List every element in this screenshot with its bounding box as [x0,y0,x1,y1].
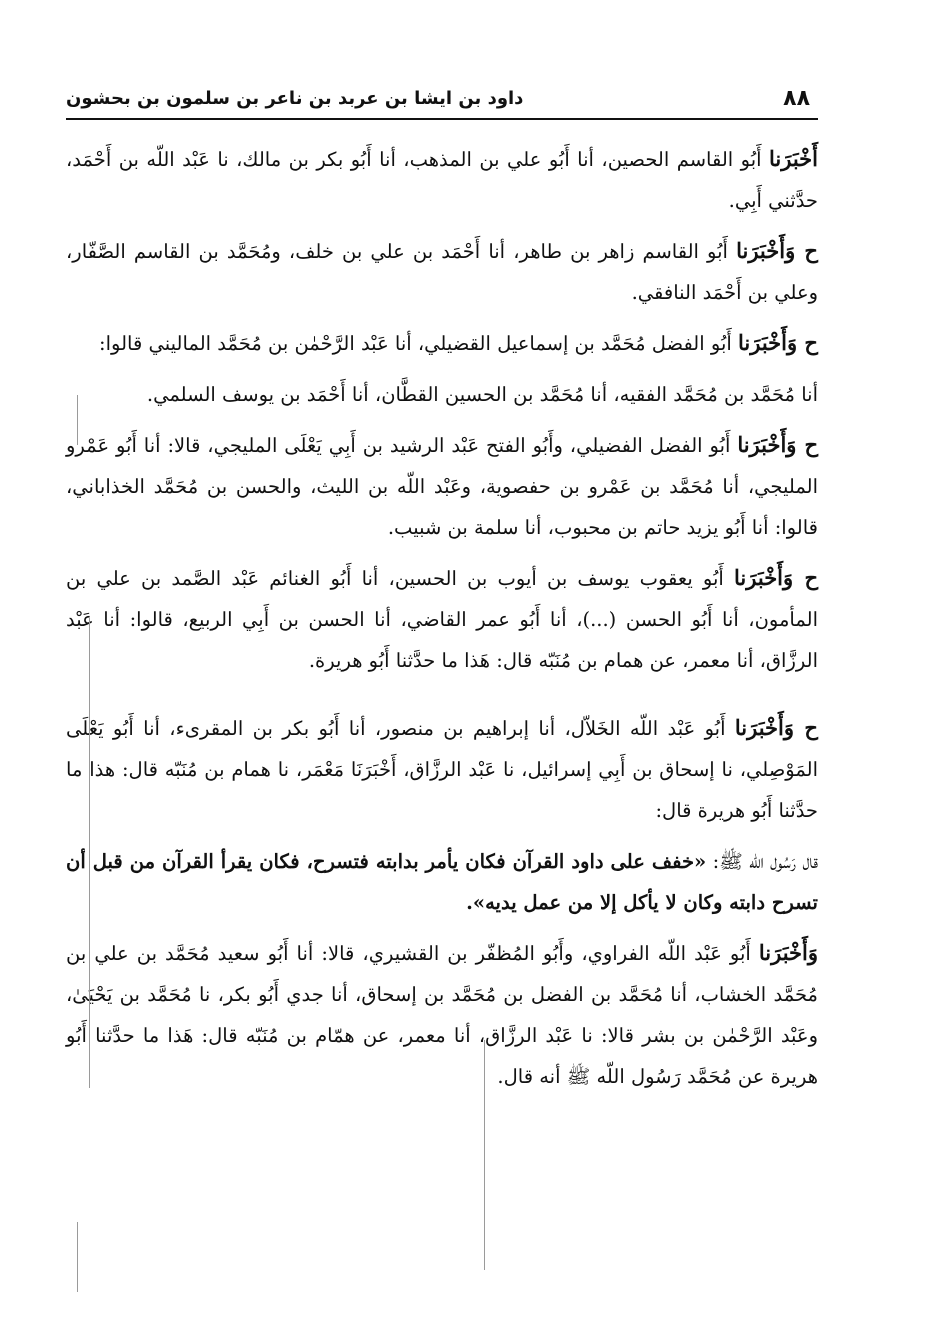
scan-artifact-line [89,618,90,1088]
paragraph-lead: وَأَخْبَرَنا [758,940,818,965]
paragraph-text: أَبُو عَبْد اللّه الفراوي، وأَبُو المُظفّر بن القشيري، قالا: أنا أَبُو سعيد مُحَمَّد بن علي بن مُحَمَّد الخشاب، أنا مُحَمَّد بن الفضل بن مُحَمَّد بن إسحاق، أنا جدي أَبُو بكر، نا مُحَمَّد بن يَحْيَىٰ، وعَبْد الرَّحْمٰن بن بشر قالا: نا عَبْد الرزَّاق، أنا معمر، عن همّام بن مُنَبّه قال: هَذا ما حدَّثنا أَبُو هريرة عن مُحَمَّد رَسُول اللّه ﷺ أنه قال. [66,942,818,1088]
paragraph-1 [66,138,818,221]
paragraph-lead: ح وَأَخْبَرَنا [738,330,818,355]
hadith-quote: «خفف على داود القرآن فكان يأمر بدابته فتسرح، فكان يقرأ القرآن من قبل أن تسرح دابته وكان لا يأكل إلا من عمل يديه». [66,850,818,914]
paragraph-4 [66,373,818,415]
paragraph-6 [66,557,818,681]
paragraph-lead: ح وَأَخْبَرَنا [736,238,818,263]
paragraph-text: قال رَسُول اللّه ﷺ: [706,850,818,873]
page-header [66,80,818,114]
paragraph-lead: ح وَأَخْبَرَنا [734,565,818,590]
body-text [66,138,818,1106]
page-number: ٨٨ [783,86,810,111]
paragraph-lead: ح وَأَخْبَرَنا [734,715,818,740]
scan-artifact-line [77,1222,78,1292]
paragraph-7 [66,707,818,831]
paragraph-text: أَبُو يعقوب يوسف بن أيوب بن الحسين، أنا أَبُو الغنائم عَبْد الصَّمد بن علي بن المأمون، أنا أَبُو الحسن (...)، أنا أَبُو عمر القاضي، أنا الحسن بن أَبِي الربيع، قالوا: أنا عَبْد الرزَّاق، أنا معمر، عن همام بن مُنَبّه قال: هَذا ما حدَّثنا أَبُو هريرة. [66,567,818,672]
scan-artifact-line [484,1040,485,1270]
scan-artifact-line [77,395,78,445]
paragraph-text: أَبُو القاسم الحصين، أنا أَبُو علي بن المذهب، أنا أَبُو بكر بن مالك، نا عَبْد اللّه بن أَحْمَد، حدَّثني أَبِي. [66,148,818,212]
paragraph-text: أنا مُحَمَّد بن مُحَمَّد الفقيه، أنا مُحَمَّد بن الحسين القطَّان، أنا أَحْمَد بن يوسف السلمي. [146,383,818,406]
paragraph-text: أَبُو عَبْد اللّه الخَلاّل، أنا إبراهيم بن منصور، أنا أَبُو بكر بن المقرىء، أنا أَبُو يَعْلَى المَوْصِلي، نا إسحاق بن أَبِي إسرائيل، نا عَبْد الرزَّاق، أَخْبَرَنَا مَعْمَر، نا همام بن مُنَبّه قال: هذا ما حدَّثنا أَبُو هريرة قال: [66,717,818,822]
paragraph-lead: ح وَأَخْبَرَنا [737,432,818,457]
paragraph-5 [66,424,818,548]
paragraph-text: أَبُو الفضل مُحَمَّد بن إسماعيل القضيلي، أنا عَبْد الرَّحْمٰن بن مُحَمَّد الماليني قالوا: [99,332,738,355]
header-rule [66,118,818,120]
running-title: داود بن ايشا بن عربد بن ناعر بن سلمون بن بحشون [66,88,524,109]
paragraph-2 [66,230,818,313]
paragraph-8-hadith [66,840,818,923]
paragraph-3 [66,322,818,364]
paragraph-text: أَبُو الفضل الفضيلي، وأَبُو الفتح عَبْد الرشيد بن أَبِي يَعْلَى المليجي، قالا: أنا أَبُو عَمْرو المليجي، أنا مُحَمَّد بن عَمْرو بن حفصوية، وعَبْد اللّه بن الليث، والحسن بن مُحَمَّد الخذاباني، قالوا: أنا أَبُو يزيد حاتم بن محبوب، أنا سلمة بن شبيب. [66,434,818,539]
paragraph-lead: أَخْبَرَنا [769,146,818,171]
paragraph-text: أَبُو القاسم زاهر بن طاهر، أنا أَحْمَد بن علي بن خلف، ومُحَمَّد بن القاسم الصَّفّار، وعلي بن أَحْمَد النافقي. [66,240,818,304]
paragraph-9 [66,932,818,1097]
